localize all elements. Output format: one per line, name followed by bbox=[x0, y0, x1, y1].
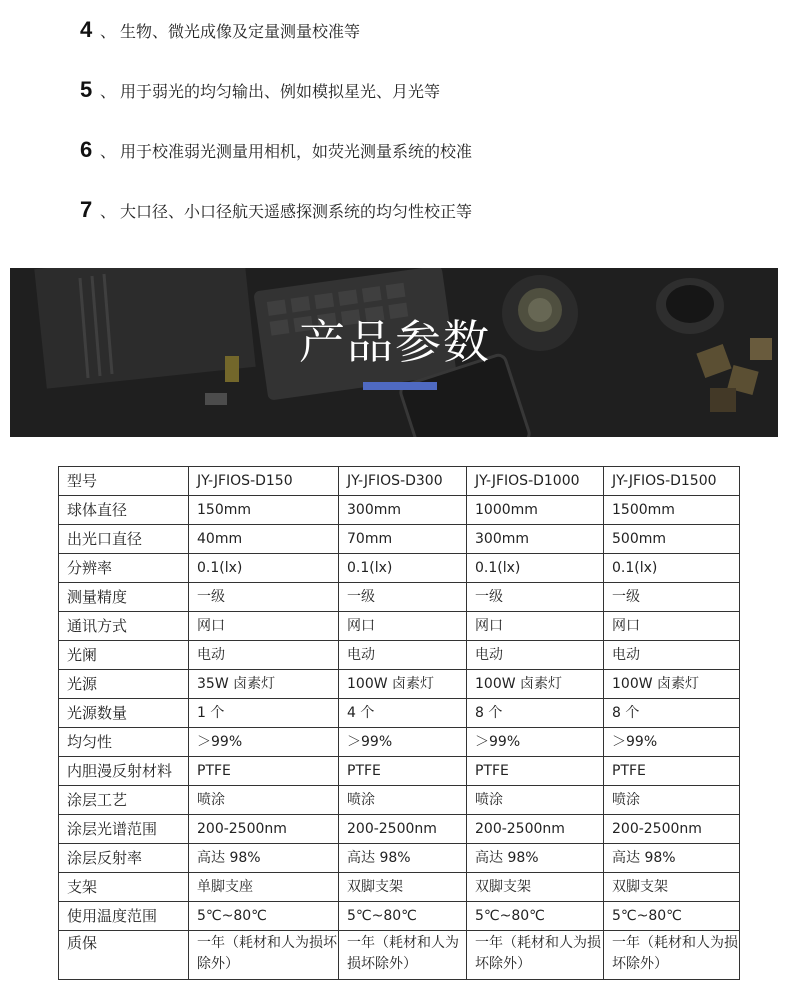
value-cell: PTFE bbox=[467, 757, 604, 786]
value-cell: PTFE bbox=[604, 757, 740, 786]
application-item bbox=[80, 76, 440, 104]
value-cell: ＞99% bbox=[604, 728, 740, 757]
value-cell: 5℃~80℃ bbox=[339, 902, 467, 931]
table-row bbox=[59, 844, 740, 873]
value-cell: 100W 卤素灯 bbox=[339, 670, 467, 699]
value-cell: 喷涂 bbox=[189, 786, 339, 815]
value-cell: 一年（耗材和人为损坏除外） bbox=[189, 931, 339, 980]
value-cell: 8 个 bbox=[604, 699, 740, 728]
item-text: 用于弱光的均匀输出、例如模拟星光、月光等 bbox=[120, 81, 441, 101]
value-cell: 1000mm bbox=[467, 496, 604, 525]
value-cell: 一级 bbox=[604, 583, 740, 612]
row-label-cell: 通讯方式 bbox=[59, 612, 189, 641]
value-cell: 35W 卤素灯 bbox=[189, 670, 339, 699]
table-row bbox=[59, 670, 740, 699]
value-cell: 40mm bbox=[189, 525, 339, 554]
table-row bbox=[59, 931, 740, 980]
item-number: 7 bbox=[80, 197, 93, 222]
value-cell: 一级 bbox=[467, 583, 604, 612]
table-row bbox=[59, 786, 740, 815]
value-cell: 5℃~80℃ bbox=[467, 902, 604, 931]
value-cell: 300mm bbox=[467, 525, 604, 554]
row-label-cell: 质保 bbox=[59, 931, 189, 980]
application-item bbox=[80, 16, 360, 44]
value-cell: 500mm bbox=[604, 525, 740, 554]
table-row bbox=[59, 525, 740, 554]
item-text: 大口径、小口径航天遥感探测系统的均匀性校正等 bbox=[120, 201, 473, 221]
row-label-cell: 涂层光谱范围 bbox=[59, 815, 189, 844]
value-cell: 电动 bbox=[604, 641, 740, 670]
value-cell: 双脚支架 bbox=[604, 873, 740, 902]
value-cell: 8 个 bbox=[467, 699, 604, 728]
item-separator: 、 bbox=[100, 141, 117, 161]
value-cell: 70mm bbox=[339, 525, 467, 554]
item-number: 6 bbox=[80, 137, 93, 162]
application-item bbox=[80, 196, 472, 224]
table-row bbox=[59, 583, 740, 612]
row-label-cell: 出光口直径 bbox=[59, 525, 189, 554]
row-label-cell: 涂层反射率 bbox=[59, 844, 189, 873]
value-cell: 0.1(lx) bbox=[604, 554, 740, 583]
spec-table bbox=[58, 466, 740, 980]
item-number: 4 bbox=[80, 17, 93, 42]
row-label-cell: 使用温度范围 bbox=[59, 902, 189, 931]
item-separator: 、 bbox=[100, 81, 117, 101]
row-label-cell: 光源 bbox=[59, 670, 189, 699]
value-cell: PTFE bbox=[189, 757, 339, 786]
header-cell: JY-JFIOS-D1500 bbox=[604, 467, 740, 496]
value-cell: 电动 bbox=[467, 641, 604, 670]
value-cell: 1 个 bbox=[189, 699, 339, 728]
value-cell: ＞99% bbox=[339, 728, 467, 757]
row-label-cell: 光阑 bbox=[59, 641, 189, 670]
value-cell: 300mm bbox=[339, 496, 467, 525]
table-header-row bbox=[59, 467, 740, 496]
value-cell: 100W 卤素灯 bbox=[604, 670, 740, 699]
value-cell: 喷涂 bbox=[467, 786, 604, 815]
value-cell: 电动 bbox=[189, 641, 339, 670]
value-cell: 网口 bbox=[339, 612, 467, 641]
table-row bbox=[59, 496, 740, 525]
row-label-cell: 涂层工艺 bbox=[59, 786, 189, 815]
value-cell: 200-2500nm bbox=[339, 815, 467, 844]
value-cell: 5℃~80℃ bbox=[189, 902, 339, 931]
item-number: 5 bbox=[80, 77, 93, 102]
value-cell: 5℃~80℃ bbox=[604, 902, 740, 931]
header-cell: JY-JFIOS-D1000 bbox=[467, 467, 604, 496]
value-cell: 喷涂 bbox=[604, 786, 740, 815]
value-cell: 200-2500nm bbox=[189, 815, 339, 844]
value-cell: 电动 bbox=[339, 641, 467, 670]
value-cell: ＞99% bbox=[189, 728, 339, 757]
table-row bbox=[59, 641, 740, 670]
value-cell: 高达 98% bbox=[604, 844, 740, 873]
item-separator: 、 bbox=[100, 21, 117, 41]
value-cell: 喷涂 bbox=[339, 786, 467, 815]
value-cell: 一年（耗材和人为损坏除外） bbox=[339, 931, 467, 980]
item-text: 生物、微光成像及定量测量校准等 bbox=[120, 21, 361, 41]
value-cell: 1500mm bbox=[604, 496, 740, 525]
table-row bbox=[59, 902, 740, 931]
row-label-cell: 支架 bbox=[59, 873, 189, 902]
header-cell: 型号 bbox=[59, 467, 189, 496]
value-cell: PTFE bbox=[339, 757, 467, 786]
table-row bbox=[59, 699, 740, 728]
application-item bbox=[80, 136, 472, 164]
header-cell: JY-JFIOS-D150 bbox=[189, 467, 339, 496]
title-accent-bar bbox=[363, 382, 437, 390]
value-cell: 一级 bbox=[189, 583, 339, 612]
value-cell: 200-2500nm bbox=[604, 815, 740, 844]
item-separator: 、 bbox=[100, 201, 117, 221]
row-label-cell: 测量精度 bbox=[59, 583, 189, 612]
value-cell: 200-2500nm bbox=[467, 815, 604, 844]
value-cell: 高达 98% bbox=[467, 844, 604, 873]
value-cell: 高达 98% bbox=[339, 844, 467, 873]
value-cell: 150mm bbox=[189, 496, 339, 525]
item-text: 用于校准弱光测量用相机，如荧光测量系统的校准 bbox=[120, 141, 473, 161]
table-row bbox=[59, 728, 740, 757]
value-cell: 网口 bbox=[467, 612, 604, 641]
table-row bbox=[59, 757, 740, 786]
value-cell: 网口 bbox=[189, 612, 339, 641]
section-title: 产品参数 bbox=[299, 315, 491, 369]
value-cell: 双脚支架 bbox=[339, 873, 467, 902]
value-cell: 网口 bbox=[604, 612, 740, 641]
value-cell: 单脚支座 bbox=[189, 873, 339, 902]
value-cell: 0.1(lx) bbox=[467, 554, 604, 583]
value-cell: ＞99% bbox=[467, 728, 604, 757]
value-cell: 一级 bbox=[339, 583, 467, 612]
row-label-cell: 均匀性 bbox=[59, 728, 189, 757]
value-cell: 100W 卤素灯 bbox=[467, 670, 604, 699]
value-cell: 双脚支架 bbox=[467, 873, 604, 902]
value-cell: 4 个 bbox=[339, 699, 467, 728]
table-row bbox=[59, 815, 740, 844]
table-row bbox=[59, 873, 740, 902]
value-cell: 0.1(lx) bbox=[339, 554, 467, 583]
value-cell: 高达 98% bbox=[189, 844, 339, 873]
value-cell: 0.1(lx) bbox=[189, 554, 339, 583]
table-row bbox=[59, 612, 740, 641]
row-label-cell: 球体直径 bbox=[59, 496, 189, 525]
value-cell: 一年（耗材和人为损坏除外） bbox=[467, 931, 604, 980]
value-cell: 一年（耗材和人为损坏除外） bbox=[604, 931, 740, 980]
row-label-cell: 光源数量 bbox=[59, 699, 189, 728]
table-row bbox=[59, 554, 740, 583]
row-label-cell: 内胆漫反射材料 bbox=[59, 757, 189, 786]
row-label-cell: 分辨率 bbox=[59, 554, 189, 583]
header-cell: JY-JFIOS-D300 bbox=[339, 467, 467, 496]
